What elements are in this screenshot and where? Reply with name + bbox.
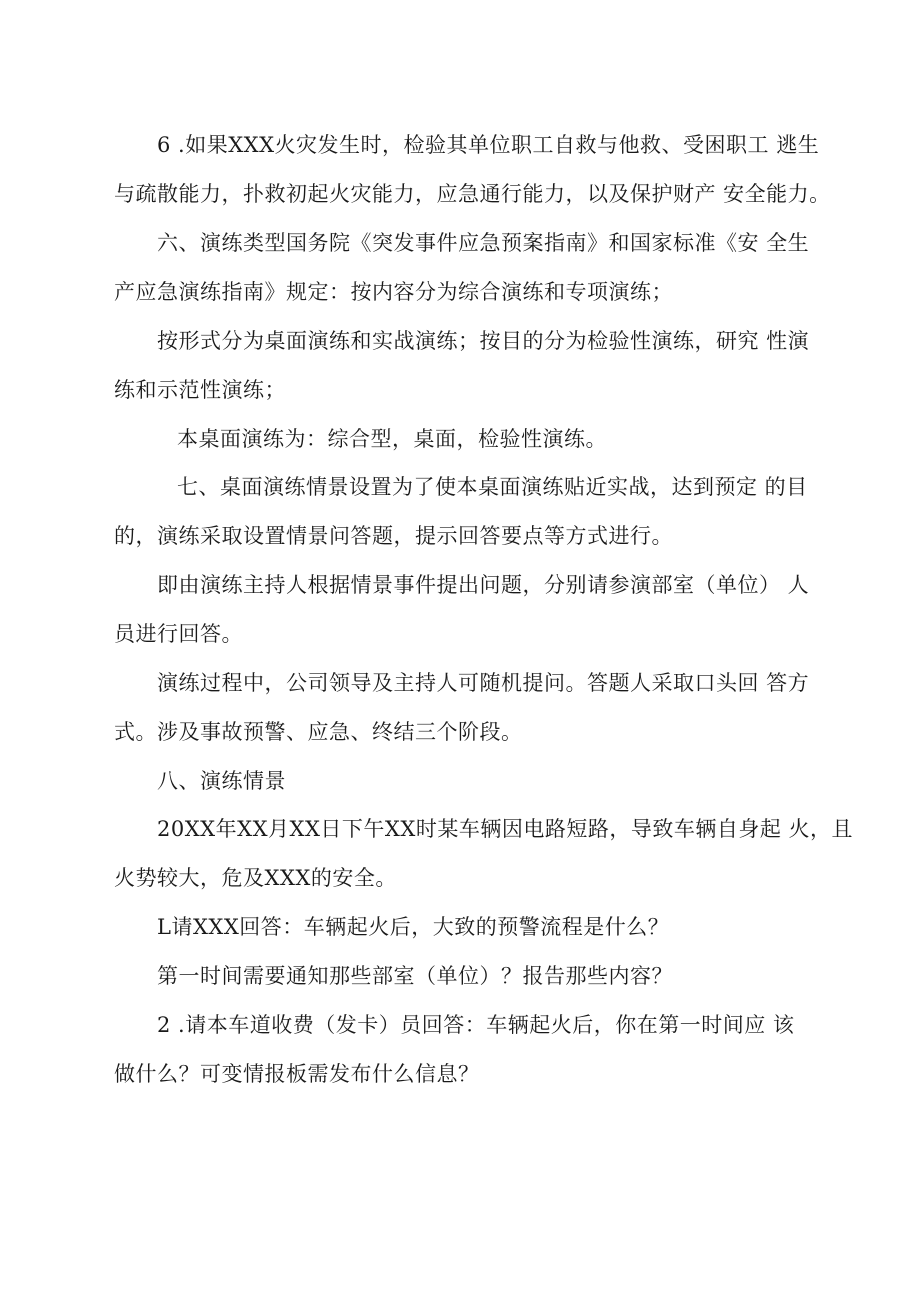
text-line: 第一时间需要通知那些部室（单位）？报告那些内容？ xyxy=(157,964,673,988)
text-line: 本桌面演练为：综合型，桌面，检验性演练。 xyxy=(177,427,607,451)
text-line: 练和示范性演练； xyxy=(114,378,286,402)
text-line: 产应急演练指南》规定：按内容分为综合演练和专项演练； xyxy=(114,280,673,304)
text-line: 20XX年XX月XX日下午XX时某车辆因电路短路，导致车辆自身起 火，且 xyxy=(157,817,853,841)
text-line: 员进行回答。 xyxy=(114,622,243,646)
text-line: 七、桌面演练情景设置为了使本桌面演练贴近实战，达到预定 的目 xyxy=(177,475,808,499)
text-line: 火势较大，危及XXX的安全。 xyxy=(114,866,397,890)
text-line: 2 .请本车道收费（发卡）员回答：车辆起火后，你在第一时间应 该 xyxy=(157,1013,795,1037)
text-line: L请XXX回答：车辆起火后，大致的预警流程是什么？ xyxy=(157,915,670,939)
text-line: 的，演练采取设置情景问答题，提示回答要点等方式进行。 xyxy=(114,524,673,548)
text-line: 式。涉及事故预警、应急、终结三个阶段。 xyxy=(114,720,523,744)
text-line: 演练过程中，公司领导及主持人可随机提问。答题人采取口头回 答方 xyxy=(157,671,810,695)
text-line: 按形式分为桌面演练和实战演练；按目的分为检验性演练，研究 性演 xyxy=(157,329,810,353)
text-line: 六、演练类型国务院《突发事件应急预案指南》和国家标准《安 全生 xyxy=(157,231,810,255)
text-line: 与疏散能力，扑救初起火灾能力，应急通行能力，以及保护财产 安全能力。 xyxy=(114,182,831,206)
text-line: 做什么？可变情报板需发布什么信息？ xyxy=(114,1062,480,1086)
text-line: 即由演练主持人根据情景事件提出问题，分别请参演部室（单位） 人 xyxy=(157,573,810,597)
text-line: 八、演练情景 xyxy=(157,769,286,793)
text-line: 6 .如果XXX火灾发生时，检验其单位职工自救与他救、受困职工 逃生 xyxy=(157,133,820,157)
